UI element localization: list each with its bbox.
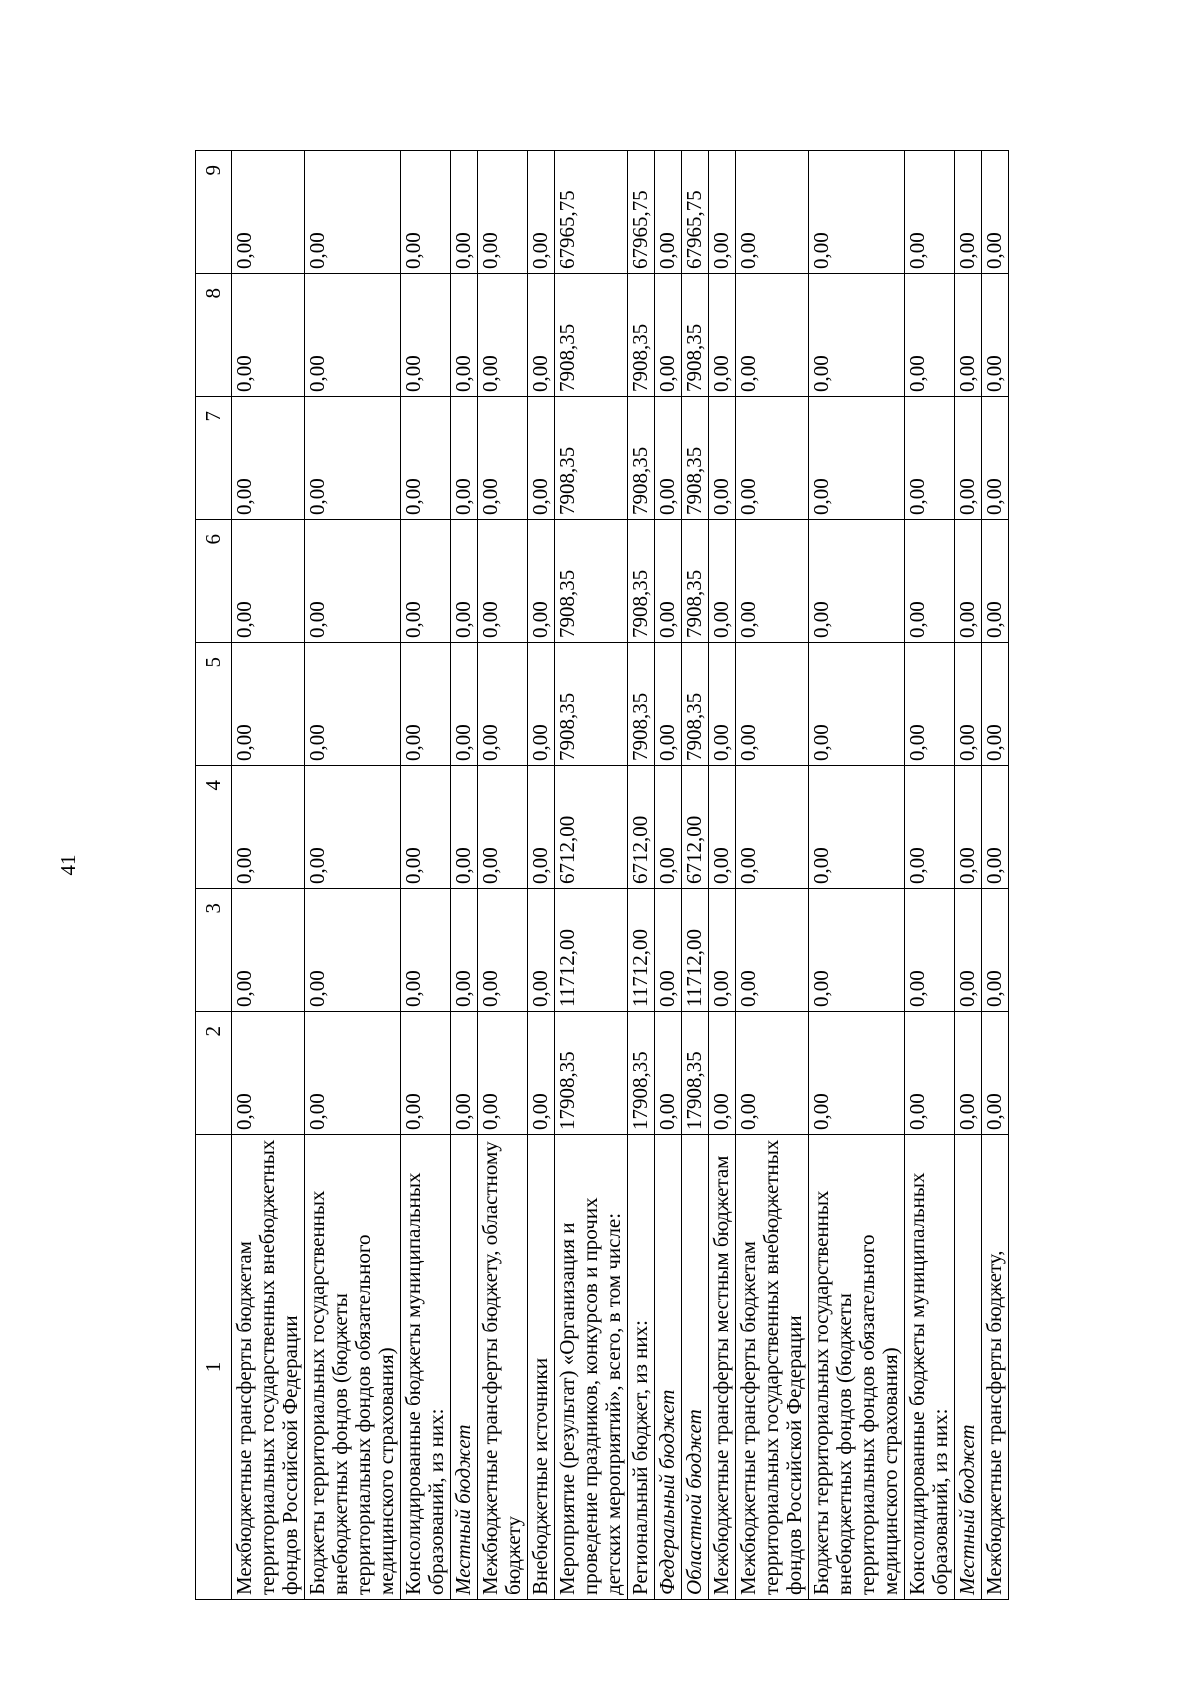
row-label: Консолидированные бюджеты муниципальных образований, из них:	[401, 1135, 451, 1600]
value-cell: 67965,75	[628, 151, 655, 274]
value-cell: 6712,00	[682, 766, 709, 889]
value-cell: 0,00	[905, 643, 955, 766]
value-cell: 0,00	[809, 397, 905, 520]
column-header: 2	[196, 1012, 232, 1135]
value-cell: 67965,75	[682, 151, 709, 274]
value-cell: 0,00	[478, 520, 528, 643]
value-cell: 0,00	[809, 643, 905, 766]
budget-table	[195, 150, 1009, 1600]
row-label: Местный бюджет	[955, 1135, 982, 1600]
value-cell: 0,00	[709, 274, 736, 397]
value-cell: 0,00	[655, 397, 682, 520]
value-cell: 7908,35	[628, 397, 655, 520]
value-cell: 7908,35	[555, 274, 628, 397]
value-cell: 11712,00	[682, 889, 709, 1012]
column-header: 9	[196, 151, 232, 274]
table-row	[628, 151, 655, 1600]
value-cell: 0,00	[305, 274, 401, 397]
value-cell: 0,00	[809, 274, 905, 397]
value-cell: 7908,35	[555, 520, 628, 643]
value-cell: 7908,35	[628, 520, 655, 643]
value-cell: 0,00	[478, 274, 528, 397]
value-cell: 6712,00	[555, 766, 628, 889]
row-label: Местный бюджет	[451, 1135, 478, 1600]
row-label: Межбюджетные трансферты бюджетам территориальных государственных внебюджетных фондов Российской Федерации	[736, 1135, 809, 1600]
value-cell: 0,00	[451, 1012, 478, 1135]
table-row	[555, 151, 628, 1600]
value-cell: 0,00	[528, 397, 555, 520]
value-cell: 17908,35	[555, 1012, 628, 1135]
value-cell: 0,00	[232, 889, 305, 1012]
value-cell: 0,00	[982, 643, 1009, 766]
value-cell: 0,00	[232, 643, 305, 766]
row-label: Бюджеты территориальных государственных внебюджетных фондов (бюджеты территориальных фондов обязательного медицинского страхования)	[809, 1135, 905, 1600]
value-cell: 11712,00	[628, 889, 655, 1012]
value-cell: 7908,35	[682, 274, 709, 397]
value-cell: 0,00	[655, 643, 682, 766]
table-row	[305, 151, 401, 1600]
value-cell: 0,00	[955, 766, 982, 889]
value-cell: 0,00	[401, 889, 451, 1012]
value-cell: 0,00	[736, 520, 809, 643]
value-cell: 0,00	[451, 889, 478, 1012]
value-cell: 0,00	[809, 1012, 905, 1135]
table-row	[655, 151, 682, 1600]
value-cell: 0,00	[709, 643, 736, 766]
value-cell: 0,00	[982, 1012, 1009, 1135]
table-row	[401, 151, 451, 1600]
table-header-row	[196, 151, 232, 1600]
value-cell: 0,00	[736, 151, 809, 274]
value-cell: 0,00	[305, 520, 401, 643]
value-cell: 0,00	[955, 397, 982, 520]
column-header: 4	[196, 766, 232, 889]
value-cell: 0,00	[528, 151, 555, 274]
row-label: Консолидированные бюджеты муниципальных образований, из них:	[905, 1135, 955, 1600]
value-cell: 17908,35	[682, 1012, 709, 1135]
value-cell: 0,00	[905, 1012, 955, 1135]
value-cell: 0,00	[478, 397, 528, 520]
value-cell: 0,00	[401, 151, 451, 274]
row-label: Областной бюджет	[682, 1135, 709, 1600]
value-cell: 0,00	[232, 1012, 305, 1135]
value-cell: 0,00	[478, 1012, 528, 1135]
rotated-table-content	[195, 150, 1110, 1600]
value-cell: 0,00	[655, 520, 682, 643]
value-cell: 0,00	[451, 397, 478, 520]
value-cell: 0,00	[955, 274, 982, 397]
value-cell: 17908,35	[628, 1012, 655, 1135]
value-cell: 0,00	[451, 274, 478, 397]
value-cell: 0,00	[305, 397, 401, 520]
value-cell: 0,00	[982, 520, 1009, 643]
column-header: 1	[196, 1135, 232, 1600]
value-cell: 0,00	[478, 643, 528, 766]
value-cell: 0,00	[655, 1012, 682, 1135]
value-cell: 0,00	[305, 1012, 401, 1135]
table-row	[905, 151, 955, 1600]
row-label: Внебюджетные источники	[528, 1135, 555, 1600]
value-cell: 7908,35	[682, 520, 709, 643]
table-row	[682, 151, 709, 1600]
table-row	[982, 151, 1009, 1600]
page-number: 41	[56, 854, 80, 876]
value-cell: 0,00	[232, 397, 305, 520]
value-cell: 0,00	[401, 274, 451, 397]
value-cell: 0,00	[736, 766, 809, 889]
value-cell: 0,00	[905, 151, 955, 274]
value-cell: 0,00	[305, 766, 401, 889]
value-cell: 7908,35	[628, 643, 655, 766]
value-cell: 0,00	[905, 397, 955, 520]
value-cell: 0,00	[451, 766, 478, 889]
value-cell: 0,00	[232, 274, 305, 397]
value-cell: 0,00	[905, 520, 955, 643]
value-cell: 7908,35	[628, 274, 655, 397]
table-row	[709, 151, 736, 1600]
value-cell: 0,00	[736, 397, 809, 520]
table-row	[232, 151, 305, 1600]
table-row	[478, 151, 528, 1600]
value-cell: 0,00	[736, 274, 809, 397]
value-cell: 0,00	[709, 151, 736, 274]
value-cell: 0,00	[451, 643, 478, 766]
value-cell: 0,00	[232, 520, 305, 643]
value-cell: 0,00	[905, 766, 955, 889]
value-cell: 0,00	[955, 151, 982, 274]
value-cell: 0,00	[401, 1012, 451, 1135]
value-cell: 0,00	[982, 397, 1009, 520]
table-row	[736, 151, 809, 1600]
row-label: Федеральный бюджет	[655, 1135, 682, 1600]
value-cell: 0,00	[528, 1012, 555, 1135]
value-cell: 7908,35	[555, 643, 628, 766]
value-cell: 0,00	[232, 766, 305, 889]
value-cell: 0,00	[232, 151, 305, 274]
value-cell: 0,00	[305, 151, 401, 274]
column-header: 8	[196, 274, 232, 397]
value-cell: 0,00	[982, 889, 1009, 1012]
row-label: Межбюджетные трансферты бюджетам территориальных государственных внебюджетных фондов Российской Федерации	[232, 1135, 305, 1600]
row-label: Региональный бюджет, из них:	[628, 1135, 655, 1600]
value-cell: 0,00	[955, 520, 982, 643]
value-cell: 0,00	[955, 889, 982, 1012]
value-cell: 0,00	[809, 151, 905, 274]
value-cell: 7908,35	[555, 397, 628, 520]
value-cell: 0,00	[982, 766, 1009, 889]
value-cell: 0,00	[809, 766, 905, 889]
value-cell: 0,00	[655, 889, 682, 1012]
table-row	[528, 151, 555, 1600]
value-cell: 0,00	[528, 766, 555, 889]
value-cell: 0,00	[736, 889, 809, 1012]
value-cell: 0,00	[982, 274, 1009, 397]
row-label: Бюджеты территориальных государственных внебюджетных фондов (бюджеты территориальных фондов обязательного медицинского страхования)	[305, 1135, 401, 1600]
value-cell: 0,00	[655, 274, 682, 397]
value-cell: 0,00	[905, 889, 955, 1012]
table-row	[955, 151, 982, 1600]
value-cell: 0,00	[528, 643, 555, 766]
column-header: 6	[196, 520, 232, 643]
value-cell: 0,00	[982, 151, 1009, 274]
column-header: 3	[196, 889, 232, 1012]
value-cell: 7908,35	[682, 397, 709, 520]
value-cell: 0,00	[736, 643, 809, 766]
value-cell: 0,00	[955, 1012, 982, 1135]
value-cell: 0,00	[478, 889, 528, 1012]
column-header: 7	[196, 397, 232, 520]
value-cell: 0,00	[809, 520, 905, 643]
value-cell: 11712,00	[555, 889, 628, 1012]
column-header: 5	[196, 643, 232, 766]
value-cell: 0,00	[709, 889, 736, 1012]
value-cell: 0,00	[478, 766, 528, 889]
value-cell: 0,00	[451, 520, 478, 643]
value-cell: 0,00	[401, 643, 451, 766]
value-cell: 0,00	[655, 766, 682, 889]
value-cell: 0,00	[709, 766, 736, 889]
rotated-table-frame	[195, 150, 1110, 1600]
value-cell: 0,00	[401, 520, 451, 643]
value-cell: 0,00	[955, 643, 982, 766]
value-cell: 6712,00	[628, 766, 655, 889]
value-cell: 0,00	[401, 766, 451, 889]
value-cell: 0,00	[305, 889, 401, 1012]
value-cell: 0,00	[709, 397, 736, 520]
table-row	[451, 151, 478, 1600]
value-cell: 67965,75	[555, 151, 628, 274]
value-cell: 0,00	[401, 397, 451, 520]
row-label: Межбюджетные трансферты бюджету, областному бюджету	[478, 1135, 528, 1600]
value-cell: 0,00	[478, 151, 528, 274]
table-row	[809, 151, 905, 1600]
value-cell: 0,00	[451, 151, 478, 274]
value-cell: 0,00	[655, 151, 682, 274]
value-cell: 0,00	[528, 274, 555, 397]
value-cell: 0,00	[736, 1012, 809, 1135]
value-cell: 0,00	[305, 643, 401, 766]
value-cell: 7908,35	[682, 643, 709, 766]
value-cell: 0,00	[809, 889, 905, 1012]
value-cell: 0,00	[709, 1012, 736, 1135]
row-label: Межбюджетные трансферты местным бюджетам	[709, 1135, 736, 1600]
row-label: Мероприятие (результат) «Организация и проведение праздников, конкурсов и прочих детских мероприятий», всего, в том числе:	[555, 1135, 628, 1600]
row-label: Межбюджетные трансферты бюджету,	[982, 1135, 1009, 1600]
value-cell: 0,00	[528, 889, 555, 1012]
value-cell: 0,00	[709, 520, 736, 643]
value-cell: 0,00	[528, 520, 555, 643]
value-cell: 0,00	[905, 274, 955, 397]
